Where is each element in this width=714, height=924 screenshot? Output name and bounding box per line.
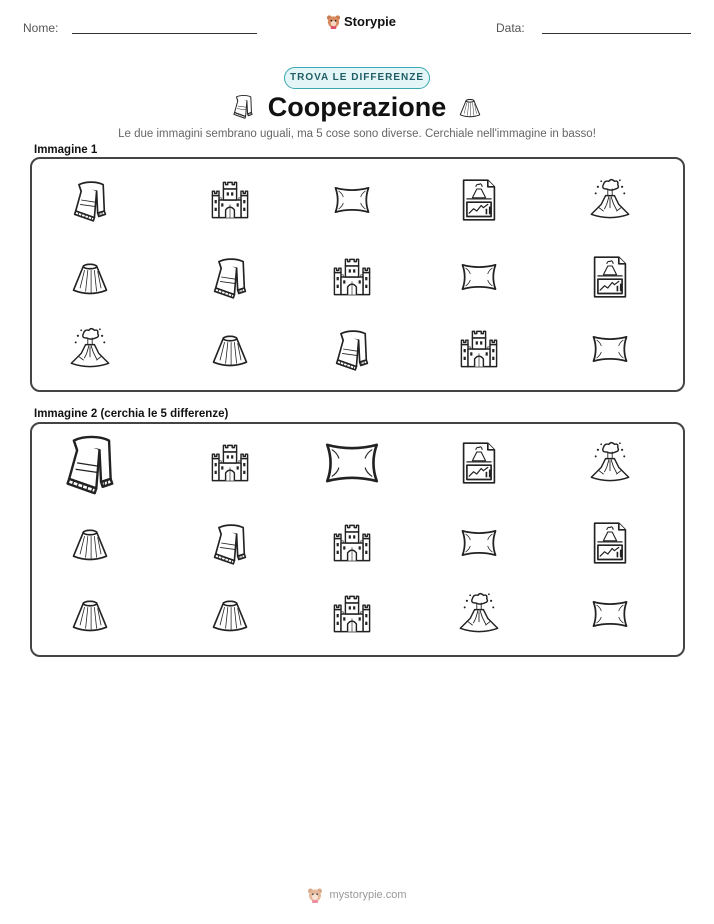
erupting-volcano-icon: [588, 178, 632, 222]
volcano-report-icon: [457, 178, 501, 222]
footer: [0, 887, 714, 903]
castle-icon: [457, 327, 501, 371]
volcano-report-icon: [588, 255, 632, 299]
panel-1-label: Immagine 1: [34, 144, 98, 156]
scarf-icon: [68, 178, 112, 222]
scarf-icon: [208, 255, 252, 299]
footer-url[interactable]: mystorypie.com: [329, 889, 407, 901]
brand-name: Storypie: [344, 14, 397, 29]
date-line[interactable]: [542, 33, 691, 34]
bear-mascot-icon: [326, 14, 341, 29]
volcano-icon: [208, 592, 252, 636]
page-title: Cooperazione: [267, 92, 447, 122]
panel-2-label: Immagine 2 (cerchia le 5 differenze): [34, 408, 229, 420]
erupting-volcano-icon: [588, 441, 632, 485]
castle-icon: [330, 255, 374, 299]
volcano-icon: [68, 592, 112, 636]
name-label: Nome:: [23, 21, 59, 35]
activity-badge: TROVA LE DIFFERENZE: [284, 67, 430, 89]
bear-mascot-icon: [307, 887, 323, 903]
volcano-icon: [68, 255, 112, 299]
scarf-icon: [58, 431, 122, 495]
pillow-icon: [588, 327, 632, 371]
scarf-icon: [208, 521, 252, 565]
castle-icon: [208, 441, 252, 485]
name-line[interactable]: [72, 33, 257, 34]
castle-icon: [208, 178, 252, 222]
scarf-icon: [330, 327, 374, 371]
pillow-icon: [319, 430, 385, 496]
pillow-icon: [588, 592, 632, 636]
brand-logo: [326, 14, 396, 29]
pillow-icon: [457, 255, 501, 299]
erupting-volcano-icon: [68, 327, 112, 371]
volcano-report-icon: [588, 521, 632, 565]
title-volcano-icon: [456, 94, 484, 120]
volcano-report-icon: [457, 441, 501, 485]
volcano-icon: [208, 327, 252, 371]
erupting-volcano-icon: [457, 592, 501, 636]
volcano-icon: [68, 521, 112, 565]
pillow-icon: [330, 178, 374, 222]
castle-icon: [330, 521, 374, 565]
instructions: Le due immagini sembrano uguali, ma 5 cose sono diverse. Cerchiale nell'immagine in basso!: [118, 128, 596, 140]
castle-icon: [330, 592, 374, 636]
date-label: Data:: [496, 21, 525, 35]
pillow-icon: [457, 521, 501, 565]
